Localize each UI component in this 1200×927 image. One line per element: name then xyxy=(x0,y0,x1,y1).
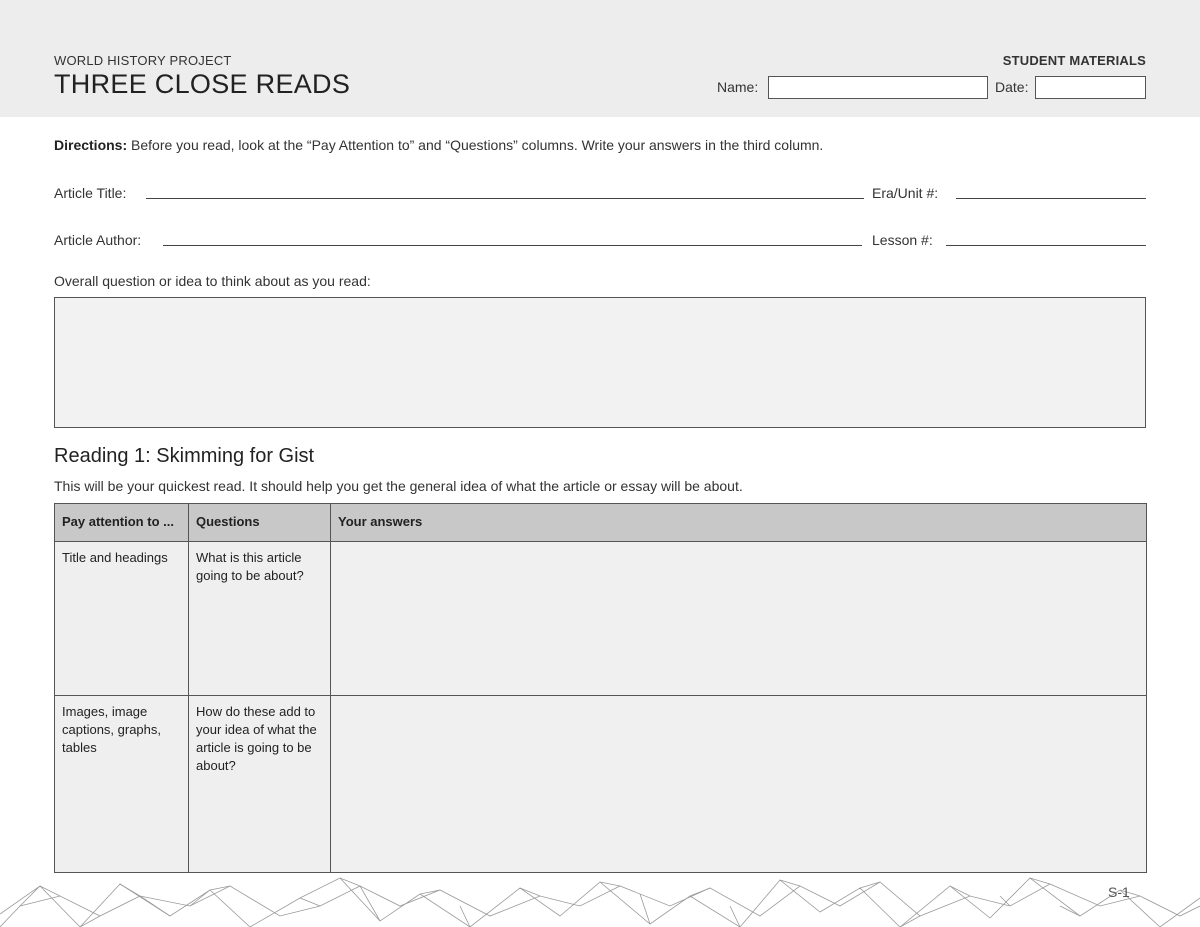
era-unit-label: Era/Unit #: xyxy=(872,185,939,201)
answer-cell[interactable] xyxy=(331,542,1147,696)
document-title: THREE CLOSE READS xyxy=(54,69,351,99)
reading-1-table xyxy=(54,503,1147,873)
article-author-line[interactable] xyxy=(163,245,862,246)
date-field[interactable] xyxy=(1035,76,1146,99)
project-kicker: WORLD HISTORY PROJECT xyxy=(54,53,232,68)
overall-question-label: Overall question or idea to think about as you read: xyxy=(54,273,371,289)
page-header xyxy=(0,0,1200,117)
reading-1-subtitle: This will be your quickest read. It should help you get the general idea of what the article or essay will be about. xyxy=(54,478,743,494)
name-label: Name: xyxy=(717,79,759,95)
attention-cell: Images, image captions, graphs, tables xyxy=(55,696,189,873)
table-row xyxy=(55,696,1147,873)
era-unit-line[interactable] xyxy=(956,198,1146,199)
page-number: S-1 xyxy=(1108,884,1130,900)
table-header-row xyxy=(55,504,1147,542)
name-field[interactable] xyxy=(768,76,988,99)
article-title-line[interactable] xyxy=(146,198,864,199)
student-materials-label: STUDENT MATERIALS xyxy=(1002,53,1146,68)
lesson-line[interactable] xyxy=(946,245,1146,246)
overall-question-box[interactable] xyxy=(54,297,1146,428)
answer-cell[interactable] xyxy=(331,696,1147,873)
question-cell: How do these add to your idea of what the article is going to be about? xyxy=(189,696,331,873)
article-title-label: Article Title: xyxy=(54,185,127,201)
directions-label: Directions: xyxy=(54,137,128,153)
directions xyxy=(54,137,823,153)
article-author-label: Article Author: xyxy=(54,232,142,248)
reading-1-title: Reading 1: Skimming for Gist xyxy=(54,445,315,467)
header-pay-attention: Pay attention to ... xyxy=(55,504,189,542)
header-questions: Questions xyxy=(189,504,331,542)
decorative-polygon-border xyxy=(0,876,1200,927)
question-cell: What is this article going to be about? xyxy=(189,542,331,696)
table-row xyxy=(55,542,1147,696)
date-label: Date: xyxy=(995,79,1029,95)
directions-text: Before you read, look at the “Pay Attention to” and “Questions” columns. Write your answers in the third column. xyxy=(127,137,824,153)
attention-cell: Title and headings xyxy=(55,542,189,696)
lesson-label: Lesson #: xyxy=(872,232,933,248)
header-your-answers: Your answers xyxy=(331,504,1147,542)
